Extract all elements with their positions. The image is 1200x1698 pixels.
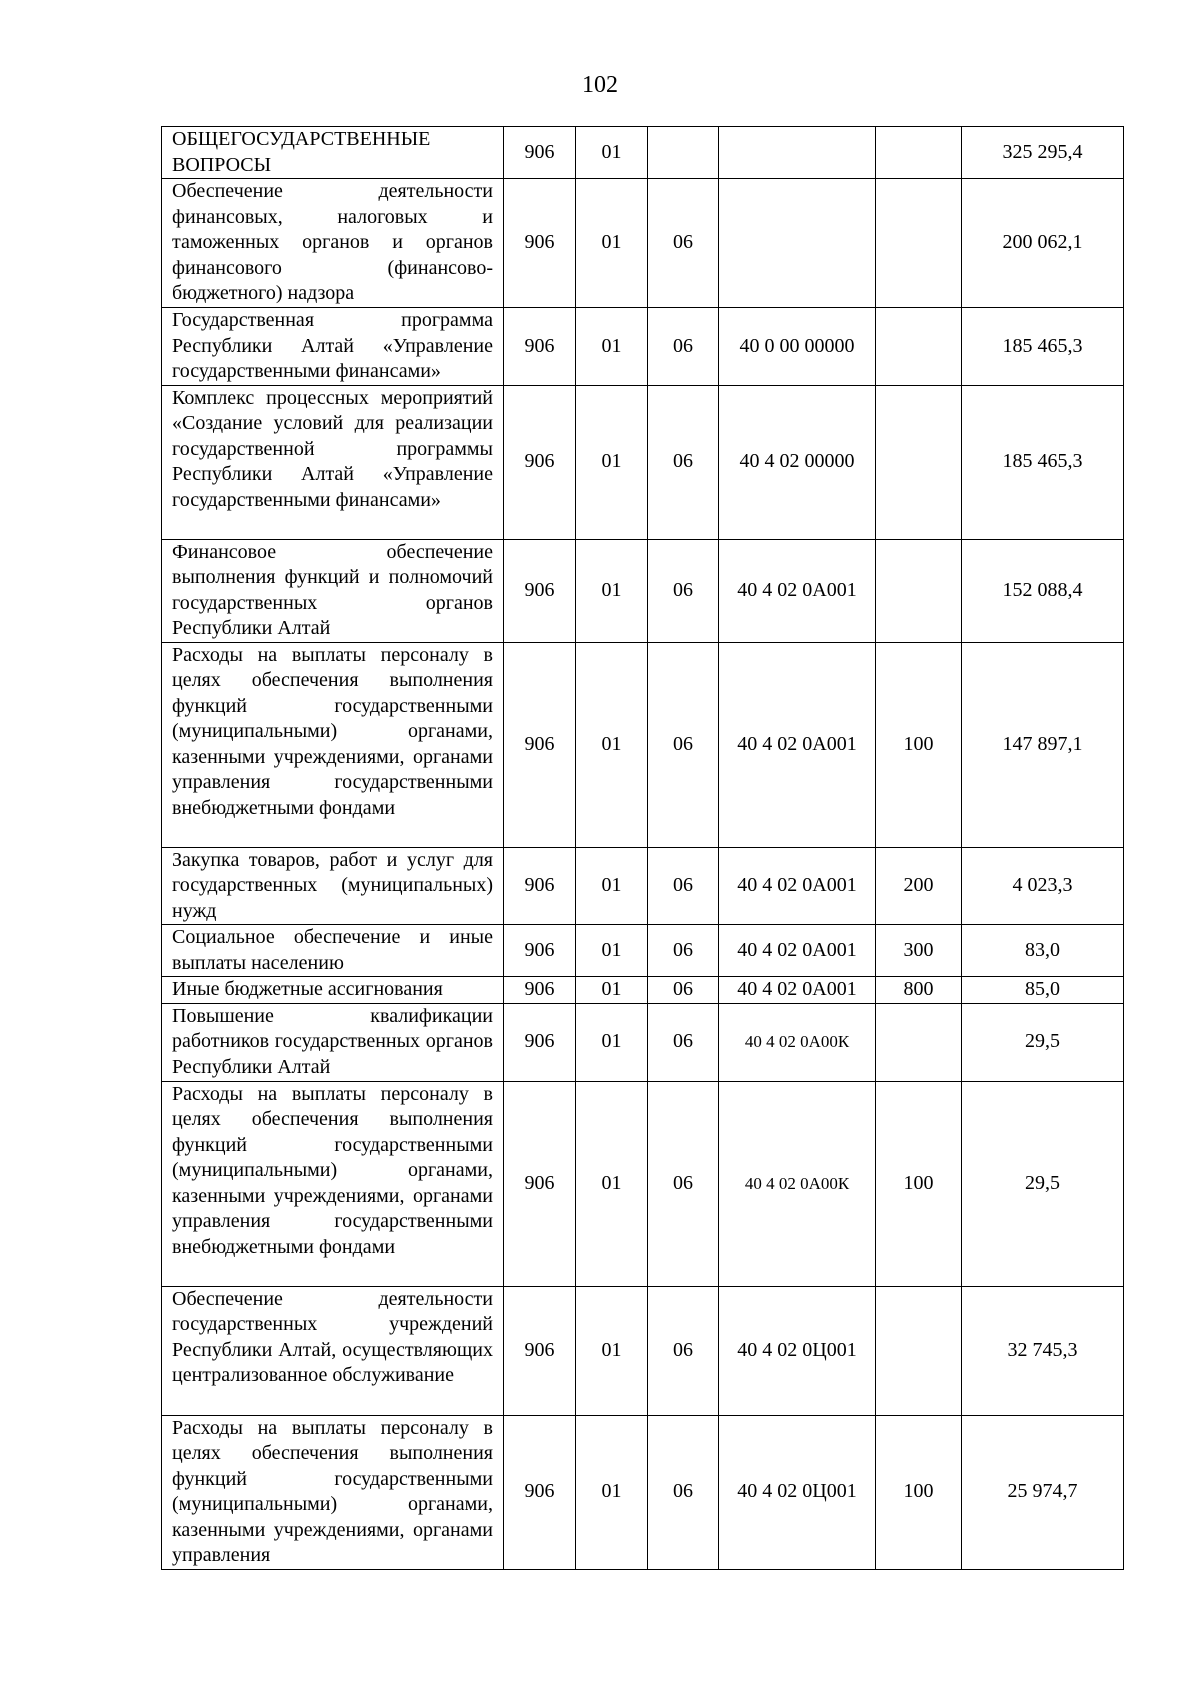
section-code: 01 [576, 1415, 648, 1569]
section-code: 01 [576, 1003, 648, 1081]
subsection-code: 06 [648, 642, 719, 847]
amount: 200 062,1 [962, 179, 1124, 308]
expense-type-code [876, 539, 962, 642]
table-row [162, 1081, 1124, 1286]
amount: 4 023,3 [962, 847, 1124, 925]
expense-type-code: 200 [876, 847, 962, 925]
ministry-code: 906 [504, 308, 576, 386]
target-article-code: 40 4 02 0А001 [719, 977, 876, 1004]
section-code: 01 [576, 385, 648, 539]
table-row [162, 127, 1124, 179]
expense-type-code [876, 308, 962, 386]
row-name: Закупка товаров, работ и услуг для государственных (муниципальных) нужд [162, 847, 504, 925]
expense-type-code [876, 127, 962, 179]
ministry-code: 906 [504, 1081, 576, 1286]
expense-type-code: 100 [876, 1415, 962, 1569]
subsection-code: 06 [648, 925, 719, 977]
ministry-code: 906 [504, 1415, 576, 1569]
target-article-code: 40 4 02 0Ц001 [719, 1286, 876, 1415]
ministry-code: 906 [504, 977, 576, 1004]
amount: 185 465,3 [962, 308, 1124, 386]
table-row [162, 385, 1124, 539]
section-code: 01 [576, 179, 648, 308]
target-article-code [719, 179, 876, 308]
subsection-code: 06 [648, 977, 719, 1004]
ministry-code: 906 [504, 1286, 576, 1415]
ministry-code: 906 [504, 539, 576, 642]
table-row [162, 1003, 1124, 1081]
target-article-code: 40 4 02 0А00К [719, 1003, 876, 1081]
amount: 152 088,4 [962, 539, 1124, 642]
row-name: Обеспечение деятельности финансовых, налоговых и таможенных органов и органов финансового (финансово-бюджетного) надзора [162, 179, 504, 308]
expense-type-code: 300 [876, 925, 962, 977]
subsection-code: 06 [648, 308, 719, 386]
expense-type-code: 800 [876, 977, 962, 1004]
subsection-code: 06 [648, 1081, 719, 1286]
target-article-code: 40 0 00 00000 [719, 308, 876, 386]
section-code: 01 [576, 1081, 648, 1286]
ministry-code: 906 [504, 642, 576, 847]
table-row [162, 179, 1124, 308]
amount: 32 745,3 [962, 1286, 1124, 1415]
row-name: Финансовое обеспечение выполнения функций и полномочий государственных органов Республики Алтай [162, 539, 504, 642]
subsection-code: 06 [648, 539, 719, 642]
amount: 29,5 [962, 1081, 1124, 1286]
target-article-code: 40 4 02 0А001 [719, 847, 876, 925]
row-name: ОБЩЕГОСУДАРСТВЕННЫЕ ВОПРОСЫ [162, 127, 504, 179]
budget-table [161, 126, 1124, 1570]
subsection-code: 06 [648, 847, 719, 925]
table-row [162, 1286, 1124, 1415]
section-code: 01 [576, 1286, 648, 1415]
section-code: 01 [576, 308, 648, 386]
row-name: Повышение квалификации работников государственных органов Республики Алтай [162, 1003, 504, 1081]
expense-type-code: 100 [876, 1081, 962, 1286]
amount: 147 897,1 [962, 642, 1124, 847]
table-row [162, 642, 1124, 847]
expense-type-code [876, 179, 962, 308]
section-code: 01 [576, 925, 648, 977]
expense-type-code [876, 385, 962, 539]
page-number: 102 [582, 72, 618, 98]
ministry-code: 906 [504, 1003, 576, 1081]
section-code: 01 [576, 847, 648, 925]
row-name: Комплекс процессных мероприятий «Создание условий для реализации государственной программы Республики Алтай «Управление государственными финансами» [162, 385, 504, 539]
target-article-code: 40 4 02 0А001 [719, 539, 876, 642]
subsection-code: 06 [648, 385, 719, 539]
row-name: Обеспечение деятельности государственных учреждений Республики Алтай, осуществляющих централизованное обслуживание [162, 1286, 504, 1415]
subsection-code: 06 [648, 1003, 719, 1081]
row-name: Расходы на выплаты персоналу в целях обеспечения выполнения функций государственными (муниципальными) органами, казенными учреждениями, органами управления [162, 1415, 504, 1569]
section-code: 01 [576, 977, 648, 1004]
ministry-code: 906 [504, 385, 576, 539]
ministry-code: 906 [504, 179, 576, 308]
ministry-code: 906 [504, 127, 576, 179]
amount: 325 295,4 [962, 127, 1124, 179]
section-code: 01 [576, 642, 648, 847]
target-article-code: 40 4 02 0Ц001 [719, 1415, 876, 1569]
ministry-code: 906 [504, 847, 576, 925]
amount: 185 465,3 [962, 385, 1124, 539]
table-row [162, 847, 1124, 925]
row-name: Иные бюджетные ассигнования [162, 977, 504, 1004]
amount: 29,5 [962, 1003, 1124, 1081]
expense-type-code [876, 1003, 962, 1081]
table-row [162, 1415, 1124, 1569]
table-row [162, 925, 1124, 977]
subsection-code: 06 [648, 1415, 719, 1569]
amount: 25 974,7 [962, 1415, 1124, 1569]
ministry-code: 906 [504, 925, 576, 977]
amount: 83,0 [962, 925, 1124, 977]
table-row [162, 308, 1124, 386]
expense-type-code: 100 [876, 642, 962, 847]
table-row [162, 539, 1124, 642]
row-name: Расходы на выплаты персоналу в целях обеспечения выполнения функций государственными (муниципальными) органами, казенными учреждениями, органами управления государственными внебюджетными фондами [162, 642, 504, 847]
expense-type-code [876, 1286, 962, 1415]
row-name: Социальное обеспечение и иные выплаты населению [162, 925, 504, 977]
section-code: 01 [576, 539, 648, 642]
target-article-code: 40 4 02 0А001 [719, 642, 876, 847]
subsection-code [648, 127, 719, 179]
subsection-code: 06 [648, 179, 719, 308]
target-article-code: 40 4 02 00000 [719, 385, 876, 539]
target-article-code: 40 4 02 0А001 [719, 925, 876, 977]
row-name: Расходы на выплаты персоналу в целях обеспечения выполнения функций государственными (муниципальными) органами, казенными учреждениями, органами управления государственными внебюджетными фондами [162, 1081, 504, 1286]
amount: 85,0 [962, 977, 1124, 1004]
target-article-code: 40 4 02 0А00К [719, 1081, 876, 1286]
row-name: Государственная программа Республики Алтай «Управление государственными финансами» [162, 308, 504, 386]
section-code: 01 [576, 127, 648, 179]
target-article-code [719, 127, 876, 179]
subsection-code: 06 [648, 1286, 719, 1415]
table-row [162, 977, 1124, 1004]
